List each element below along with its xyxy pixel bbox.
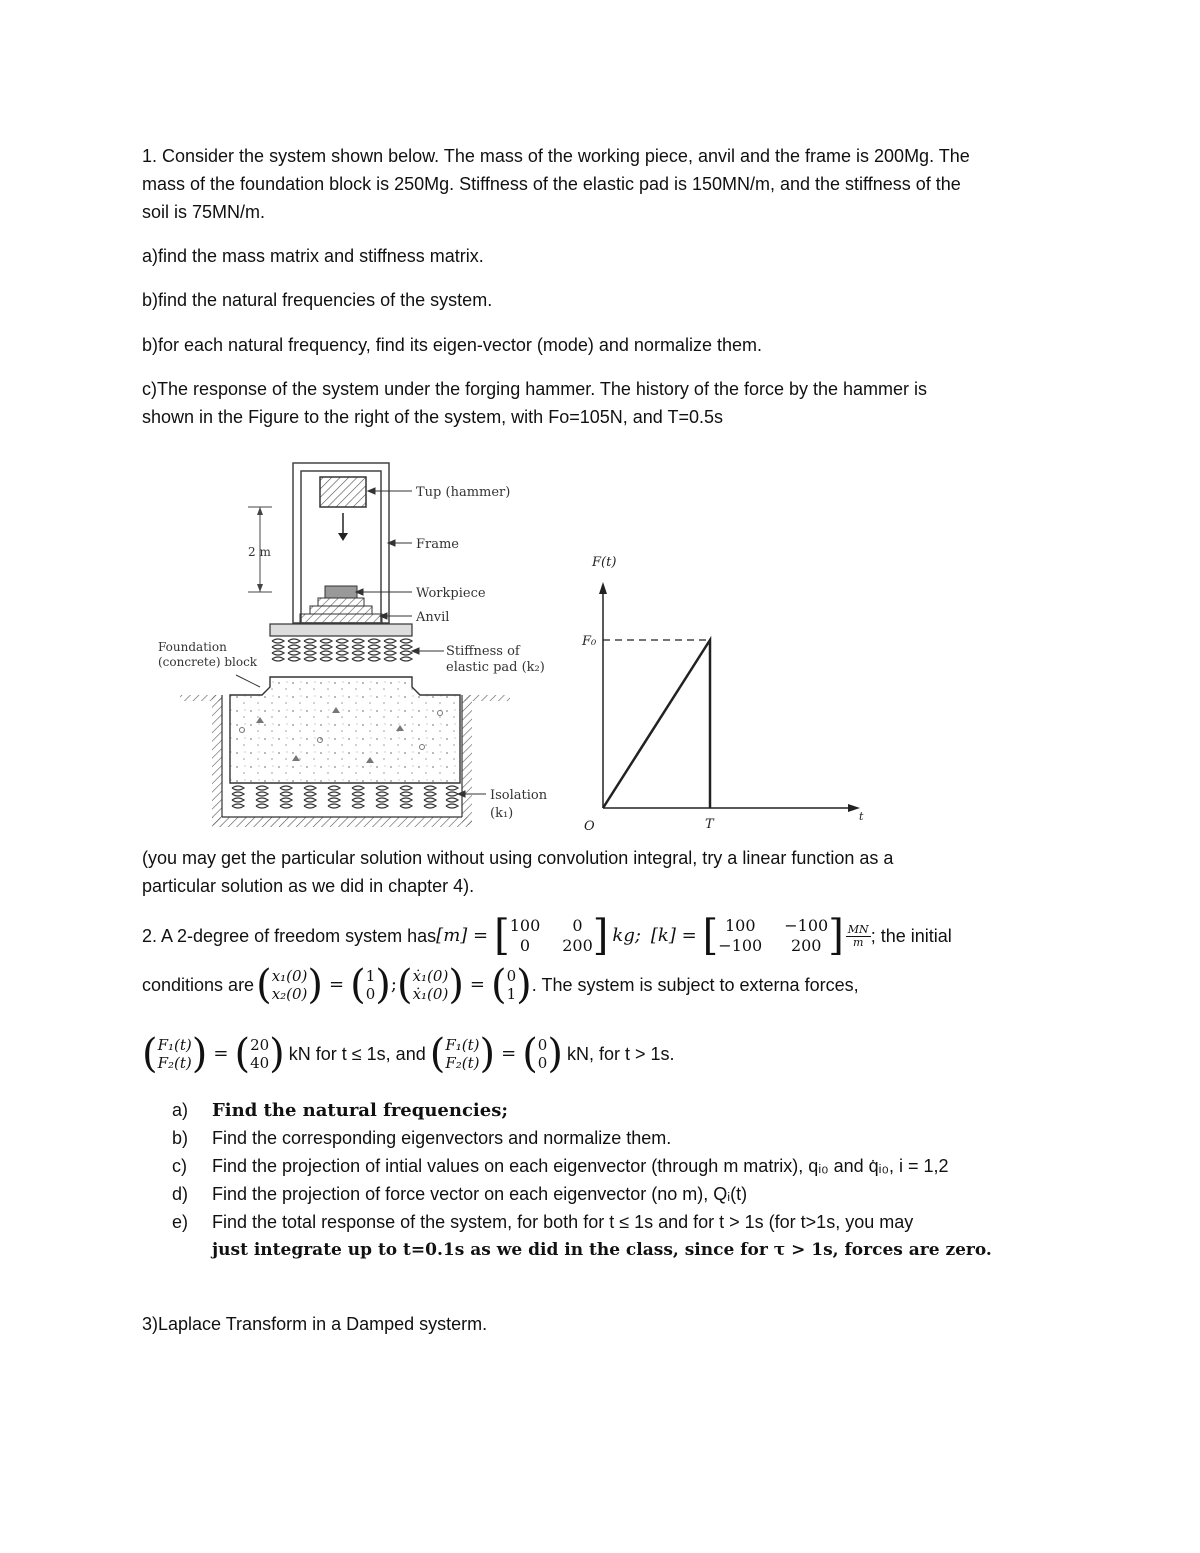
problem2-item-e	[172, 1208, 913, 1236]
f1-t-b: F₁(t)	[445, 1036, 480, 1054]
k-unit-den: m	[853, 935, 864, 949]
cond-suffix: . The system is subject to externa forces,	[531, 975, 859, 995]
problem2-conditions: conditions are ( x₁(0) x₂(0) ) = ( 1 0 ) ; ( ẋ₁(0) ẋ₁(0) ) = ( 0 1 ) . The system is subject to externa forces,	[142, 962, 859, 1008]
graph-t-label: T	[705, 817, 714, 832]
f1-values: ( 20 40 )	[234, 1031, 285, 1077]
label-pad-2: elastic pad (k₂)	[446, 660, 545, 675]
m-22: 200	[562, 936, 593, 955]
item-c-text: Find the projection of intial values on each eigenvector (through m matrix), qᵢ₀ and q̇ᵢ₀, i = 1,2	[212, 1156, 949, 1176]
problem2-item-c	[172, 1152, 949, 1180]
graph-xlabel: t	[859, 810, 864, 823]
problem1-note1: (you may get the particular solution without using convolution integral, try a linear function as a	[142, 848, 894, 868]
m-11: 100	[509, 916, 541, 935]
graph-origin-label: O	[584, 819, 595, 834]
v0-1: 0	[506, 967, 517, 985]
problem2-item-b	[172, 1124, 671, 1152]
mass-matrix: [ 100 0 0 200 ]	[494, 911, 609, 961]
graph-ylabel: F(t)	[592, 555, 617, 570]
k-12: −100	[784, 916, 829, 935]
tup	[320, 477, 366, 507]
k-unit-num: MN	[847, 922, 869, 936]
problem2-item-a	[172, 1096, 508, 1125]
x0-1: 1	[365, 967, 376, 985]
label-frame: Frame	[416, 537, 460, 552]
item-c-label: c)	[172, 1156, 187, 1176]
k-unit	[846, 924, 871, 949]
m-unit: kg;	[612, 925, 641, 946]
label-anvil: Anvil	[416, 610, 450, 625]
f2-values: ( 0 0 )	[522, 1031, 563, 1077]
anvil	[300, 598, 382, 624]
problem3-title: 3)Laplace Transform in a Damped systerm.	[142, 1314, 488, 1334]
item-a-label: a)	[172, 1100, 189, 1120]
height-dimension	[248, 507, 272, 592]
problem2-forces: ( F₁(t) F₂(t) ) = ( 20 40 ) kN for t ≤ 1s, and ( F₁(t) F₂(t) ) = ( 0 0 ) kN, for t > 1s.	[142, 1031, 675, 1077]
stiffness-matrix: [ 100 −100 −100 200 ]	[702, 911, 844, 961]
label-tup: Tup (hammer)	[416, 485, 511, 500]
problem1-part-a: a)find the mass matrix and stiffness matrix.	[142, 246, 484, 266]
v1-0: ẋ₁(0)	[412, 967, 449, 985]
graph-f0-label: F₀	[582, 634, 597, 649]
foundation-block	[230, 677, 460, 783]
f1-text: kN for t ≤ 1s, and	[288, 1044, 426, 1064]
label-foundation-1: Foundation	[158, 640, 227, 654]
item-e-text: Find the total response of the system, for both for t ≤ 1s and for t > 1s (for t>1s, you may	[212, 1212, 914, 1232]
k-21: −100	[718, 936, 763, 955]
x1-0: x₁(0)	[271, 967, 308, 985]
f1-val-1: 20	[250, 1036, 270, 1054]
after-k: ; the initial	[870, 926, 952, 946]
problem2-line1	[142, 911, 952, 961]
label-isolation-1: Isolation	[490, 788, 548, 803]
f1-t: F₁(t)	[157, 1036, 192, 1054]
k-22: 200	[790, 936, 822, 955]
v0-2: 1	[506, 985, 517, 1003]
item-b-text: Find the corresponding eigenvectors and normalize them.	[212, 1128, 672, 1148]
f-vector-1: ( F₁(t) F₂(t) )	[142, 1031, 208, 1077]
f-vector-2: ( F₁(t) F₂(t) )	[429, 1031, 496, 1077]
problem1-line1: 1. Consider the system shown below. The mass of the working piece, anvil and the frame is 200Mg. The	[142, 146, 970, 166]
problem1-part-b1: b)find the natural frequencies of the system.	[142, 290, 493, 310]
label-foundation-2: (concrete) block	[158, 655, 258, 669]
elastic-pad-springs	[272, 639, 412, 661]
label-workpiece: Workpiece	[416, 586, 486, 601]
v-vector: ( ẋ₁(0) ẋ₁(0) )	[396, 962, 464, 1008]
v2-0: ẋ₁(0)	[412, 985, 449, 1003]
force-ramp-line	[603, 640, 710, 808]
f2-text: kN, for t > 1s.	[566, 1044, 675, 1064]
item-a-text: Find the natural frequencies;	[212, 1100, 508, 1121]
x-vector: ( x₁(0) x₂(0) )	[256, 962, 324, 1008]
workpiece	[325, 586, 357, 598]
problem1-note2: particular solution as we did in chapter 4).	[142, 876, 475, 896]
problem2-intro: 2. A 2-degree of freedom system has	[142, 926, 437, 946]
m-12: 0	[572, 916, 583, 935]
x2-0: x₂(0)	[271, 985, 308, 1003]
f2-t: F₂(t)	[157, 1054, 192, 1072]
problem1-line3: soil is 75MN/m.	[142, 202, 266, 222]
label-pad-1: Stiffness of	[446, 644, 520, 659]
y-axis-arrow	[599, 582, 607, 594]
height-label: 2 m	[248, 545, 271, 559]
problem1-part-c2: shown in the Figure to the right of the system, with Fo=105N, and T=0.5s	[142, 407, 723, 427]
problem1-line2: mass of the foundation block is 250Mg. Stiffness of the elastic pad is 150MN/m, and the stiffness of the	[142, 174, 961, 194]
k-label: [k] =	[650, 925, 697, 946]
item-b-label: b)	[172, 1128, 189, 1148]
item-d-label: d)	[172, 1184, 189, 1204]
item-d-text: Find the projection of force vector on each eigenvector (no m), Qᵢ(t)	[212, 1184, 748, 1204]
m-21: 0	[519, 936, 531, 955]
k-11: 100	[724, 916, 756, 935]
v0-vector: ( 0 1 )	[491, 962, 532, 1008]
x0-vector: ( 1 0 )	[350, 962, 391, 1008]
cond-prefix: conditions are	[142, 975, 255, 995]
isolation-springs	[232, 786, 458, 808]
m-label: [m] =	[436, 925, 489, 946]
problem1-part-b2: b)for each natural frequency, find its eigen-vector (mode) and normalize them.	[142, 335, 762, 355]
problem2-item-d	[172, 1180, 747, 1208]
item-e-label: e)	[172, 1212, 189, 1232]
forging-hammer-figure	[150, 455, 570, 840]
problem1-part-c1: c)The response of the system under the forging hammer. The history of the force by the hammer is	[142, 379, 928, 399]
f2-val-1: 0	[537, 1036, 548, 1054]
problem2-item-e-continued: just integrate up to t=0.1s as we did in the class, since for τ > 1s, forces are zero.	[212, 1240, 992, 1260]
label-isolation-2: (k₁)	[490, 806, 514, 821]
f1-val-2: 40	[250, 1054, 270, 1072]
f2-val-2: 0	[537, 1054, 548, 1072]
x0-2: 0	[365, 985, 376, 1003]
force-history-graph	[570, 548, 870, 838]
f2-t-b: F₂(t)	[445, 1054, 480, 1072]
